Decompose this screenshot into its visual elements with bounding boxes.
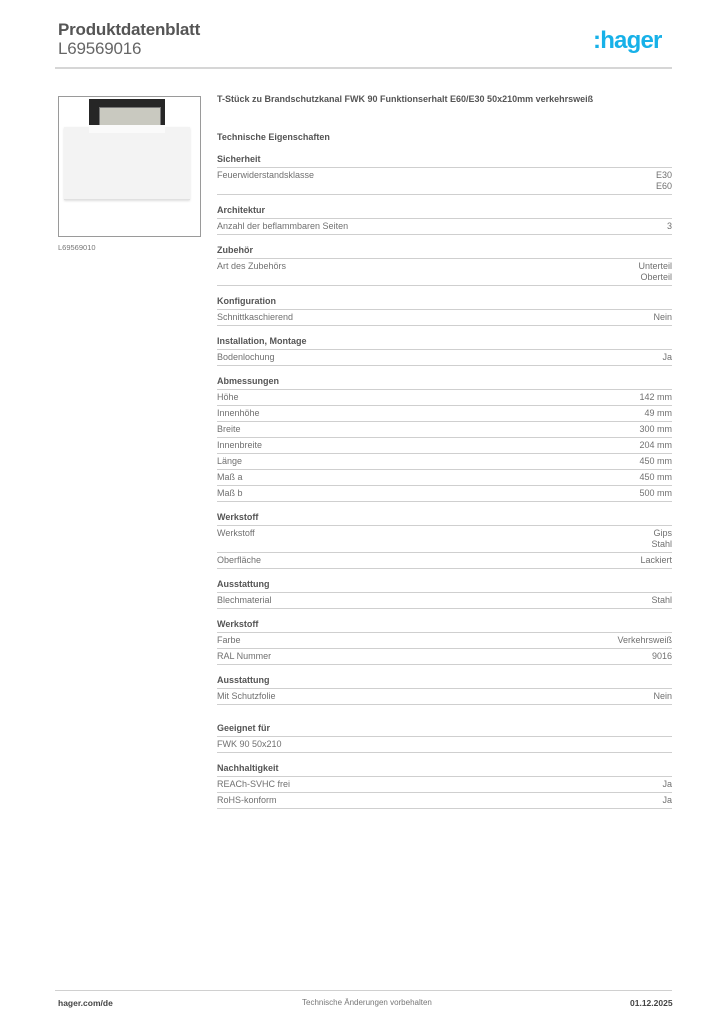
spec-value-line: E60 <box>655 181 672 191</box>
spec-value <box>639 488 672 499</box>
spec-section <box>217 154 672 195</box>
spec-value <box>640 555 672 566</box>
spec-label: RAL Nummer <box>217 651 272 661</box>
spec-row <box>217 390 672 406</box>
product-image-body <box>64 127 190 200</box>
spec-sections <box>217 154 672 809</box>
spec-row <box>217 310 672 326</box>
footer-notice: Technische Änderungen vorbehalten <box>302 998 432 1007</box>
spec-section <box>217 245 672 286</box>
spec-value <box>656 170 672 192</box>
spec-value-line: Verkehrsweiß <box>617 635 672 645</box>
spec-value-line: Ja <box>662 352 672 362</box>
spec-value <box>639 392 672 403</box>
spec-label: Werkstoff <box>217 528 255 538</box>
section-title: Nachhaltigkeit <box>217 763 672 777</box>
spec-section <box>217 336 672 366</box>
spec-value-line: 204 mm <box>639 440 672 450</box>
spec-value <box>652 651 672 662</box>
spec-label: RoHS-konform <box>217 795 277 805</box>
spec-value <box>653 312 672 323</box>
spec-value <box>651 595 672 606</box>
spec-label: Blechmaterial <box>217 595 272 605</box>
section-title: Sicherheit <box>217 154 672 168</box>
spec-label: Schnittkaschierend <box>217 312 294 322</box>
spec-row <box>217 422 672 438</box>
hager-logo: :hager <box>593 27 662 54</box>
spec-value-line: Nein <box>653 312 672 322</box>
spec-label: Anzahl der beflammbaren Seiten <box>217 221 349 231</box>
header-divider <box>55 67 672 69</box>
spec-value <box>639 472 672 483</box>
spec-value <box>667 221 672 232</box>
spec-value-line: 3 <box>666 221 672 231</box>
specifications <box>217 94 672 819</box>
footer-divider <box>55 990 672 991</box>
spec-label: Innenbreite <box>217 440 263 450</box>
spec-label: Innenhöhe <box>217 408 260 418</box>
section-title: Werkstoff <box>217 512 672 526</box>
spec-value <box>662 795 672 806</box>
product-image-joint <box>89 125 165 133</box>
spec-row <box>217 406 672 422</box>
spec-label: Art des Zubehörs <box>217 261 287 271</box>
product-title: T-Stück zu Brandschutzkanal FWK 90 Funktionserhalt E60/E30 50x210mm verkehrsweiß <box>217 94 594 104</box>
section-title: Werkstoff <box>217 619 672 633</box>
spec-row <box>217 649 672 665</box>
spec-label: Mit Schutzfolie <box>217 691 276 701</box>
spec-row <box>217 168 672 195</box>
spec-value-line: Ja <box>662 779 672 789</box>
spec-row <box>217 553 672 569</box>
spec-row <box>217 259 672 286</box>
spec-section <box>217 723 672 753</box>
spec-value-line: Ja <box>662 795 672 805</box>
spec-label: Länge <box>217 456 243 466</box>
spec-value-line: Nein <box>653 691 672 701</box>
spec-value <box>639 440 672 451</box>
spec-section <box>217 296 672 326</box>
spec-value-line: Stahl <box>651 539 672 549</box>
spec-label: Breite <box>217 424 241 434</box>
spec-value <box>638 261 672 283</box>
spec-row <box>217 350 672 366</box>
spec-value <box>639 424 672 435</box>
document-title: Produktdatenblatt <box>58 20 201 39</box>
spec-value-line: Unterteil <box>638 261 672 271</box>
spec-section <box>217 512 672 569</box>
spec-label: Maß b <box>217 488 243 498</box>
spec-value-line: Lackiert <box>640 555 672 565</box>
spec-value <box>639 456 672 467</box>
spec-value <box>651 528 672 550</box>
spec-section <box>217 579 672 609</box>
spec-value-line: 142 mm <box>639 392 672 402</box>
spec-value <box>662 352 672 363</box>
spec-value-line: 450 mm <box>639 456 672 466</box>
spec-value-line: 300 mm <box>639 424 672 434</box>
spec-label: Maß a <box>217 472 243 482</box>
spec-value <box>653 691 672 702</box>
spec-label: Feuerwiderstandsklasse <box>217 170 315 180</box>
spec-row <box>217 793 672 809</box>
technical-properties-heading: Technische Eigenschaften <box>217 132 330 142</box>
spec-label: Farbe <box>217 635 241 645</box>
article-number: L69569016 <box>58 39 142 58</box>
spec-value <box>662 779 672 790</box>
spec-row <box>217 737 672 753</box>
section-title: Abmessungen <box>217 376 672 390</box>
spec-value <box>617 635 672 646</box>
section-title: Geeignet für <box>217 723 672 737</box>
spec-label: Höhe <box>217 392 239 402</box>
spec-row <box>217 219 672 235</box>
spec-section <box>217 376 672 502</box>
spec-value-line: Stahl <box>651 595 672 605</box>
section-title: Ausstattung <box>217 675 672 689</box>
spec-row <box>217 593 672 609</box>
section-title: Konfiguration <box>217 296 672 310</box>
spec-section <box>217 205 672 235</box>
spec-row <box>217 470 672 486</box>
section-title: Zubehör <box>217 245 672 259</box>
spec-label: Bodenlochung <box>217 352 275 362</box>
spec-value-line: 9016 <box>651 651 672 661</box>
spec-row <box>217 633 672 649</box>
spec-row <box>217 689 672 705</box>
spec-value-line: 49 mm <box>644 408 672 418</box>
spec-value-line: Oberteil <box>640 272 672 282</box>
spec-section <box>217 675 672 705</box>
spec-label: FWK 90 50x210 <box>217 739 282 749</box>
spec-section <box>217 619 672 665</box>
product-image <box>58 96 201 237</box>
footer-website[interactable]: hager.com/de <box>58 998 113 1008</box>
product-image-opening <box>99 107 161 127</box>
spec-row <box>217 438 672 454</box>
spec-value-line: 500 mm <box>639 488 672 498</box>
spec-value-line: 450 mm <box>639 472 672 482</box>
spec-value <box>644 408 672 419</box>
spec-value-line: Gips <box>653 528 672 538</box>
spec-row <box>217 486 672 502</box>
spec-section <box>217 763 672 809</box>
image-caption: L69569010 <box>58 243 96 252</box>
spec-label: REACh-SVHC frei <box>217 779 291 789</box>
spec-row <box>217 526 672 553</box>
footer-date: 01.12.2025 <box>630 998 673 1008</box>
spec-row <box>217 777 672 793</box>
spec-label: Oberfläche <box>217 555 262 565</box>
section-title: Ausstattung <box>217 579 672 593</box>
spec-value-line: E30 <box>655 170 672 180</box>
section-title: Installation, Montage <box>217 336 672 350</box>
spec-row <box>217 454 672 470</box>
section-title: Architektur <box>217 205 672 219</box>
